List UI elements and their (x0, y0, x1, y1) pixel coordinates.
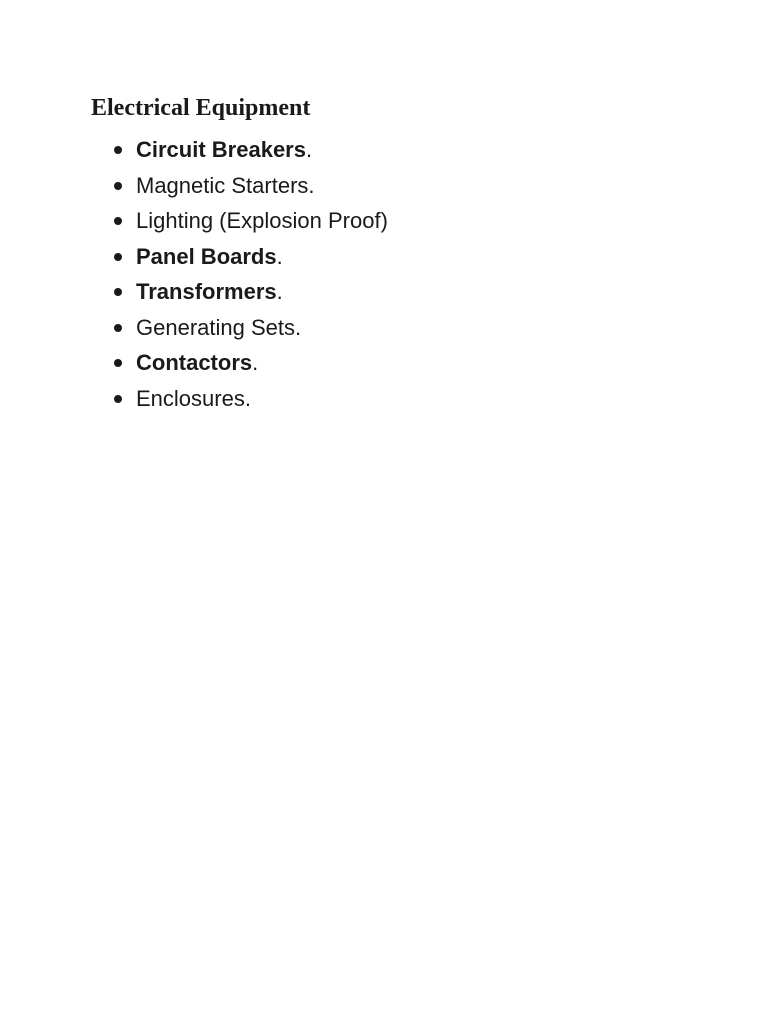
item-suffix: . (305, 137, 313, 162)
item-name: Circuit Breakers (136, 137, 306, 162)
bullet-icon (114, 253, 122, 261)
list-item (110, 310, 388, 346)
list-item (110, 239, 388, 275)
bullet-icon (114, 359, 122, 367)
equipment-list (110, 132, 388, 416)
item-suffix: . (276, 279, 283, 304)
list-item (110, 345, 388, 381)
item-name: Panel Boards (136, 243, 277, 269)
list-item (110, 203, 388, 239)
bullet-icon (114, 146, 122, 154)
item-name: Magnetic Starters. (136, 172, 315, 198)
bullet-icon (114, 288, 122, 296)
item-name: Lighting (Explosion Proof) (136, 208, 388, 233)
item-name: Enclosures. (136, 385, 251, 411)
list-item (110, 168, 388, 204)
bullet-icon (114, 217, 122, 225)
list-item (110, 381, 388, 417)
bullet-icon (114, 182, 122, 190)
list-item (110, 132, 388, 168)
page-heading: Electrical Equipment (91, 95, 311, 121)
item-suffix: . (252, 350, 259, 375)
item-suffix: . (276, 243, 283, 269)
item-name: Generating Sets. (136, 314, 302, 340)
item-name: Contactors (136, 350, 253, 375)
bullet-icon (114, 395, 122, 403)
item-name: Transformers (136, 279, 277, 304)
list-item (110, 274, 388, 310)
bullet-icon (114, 324, 122, 332)
